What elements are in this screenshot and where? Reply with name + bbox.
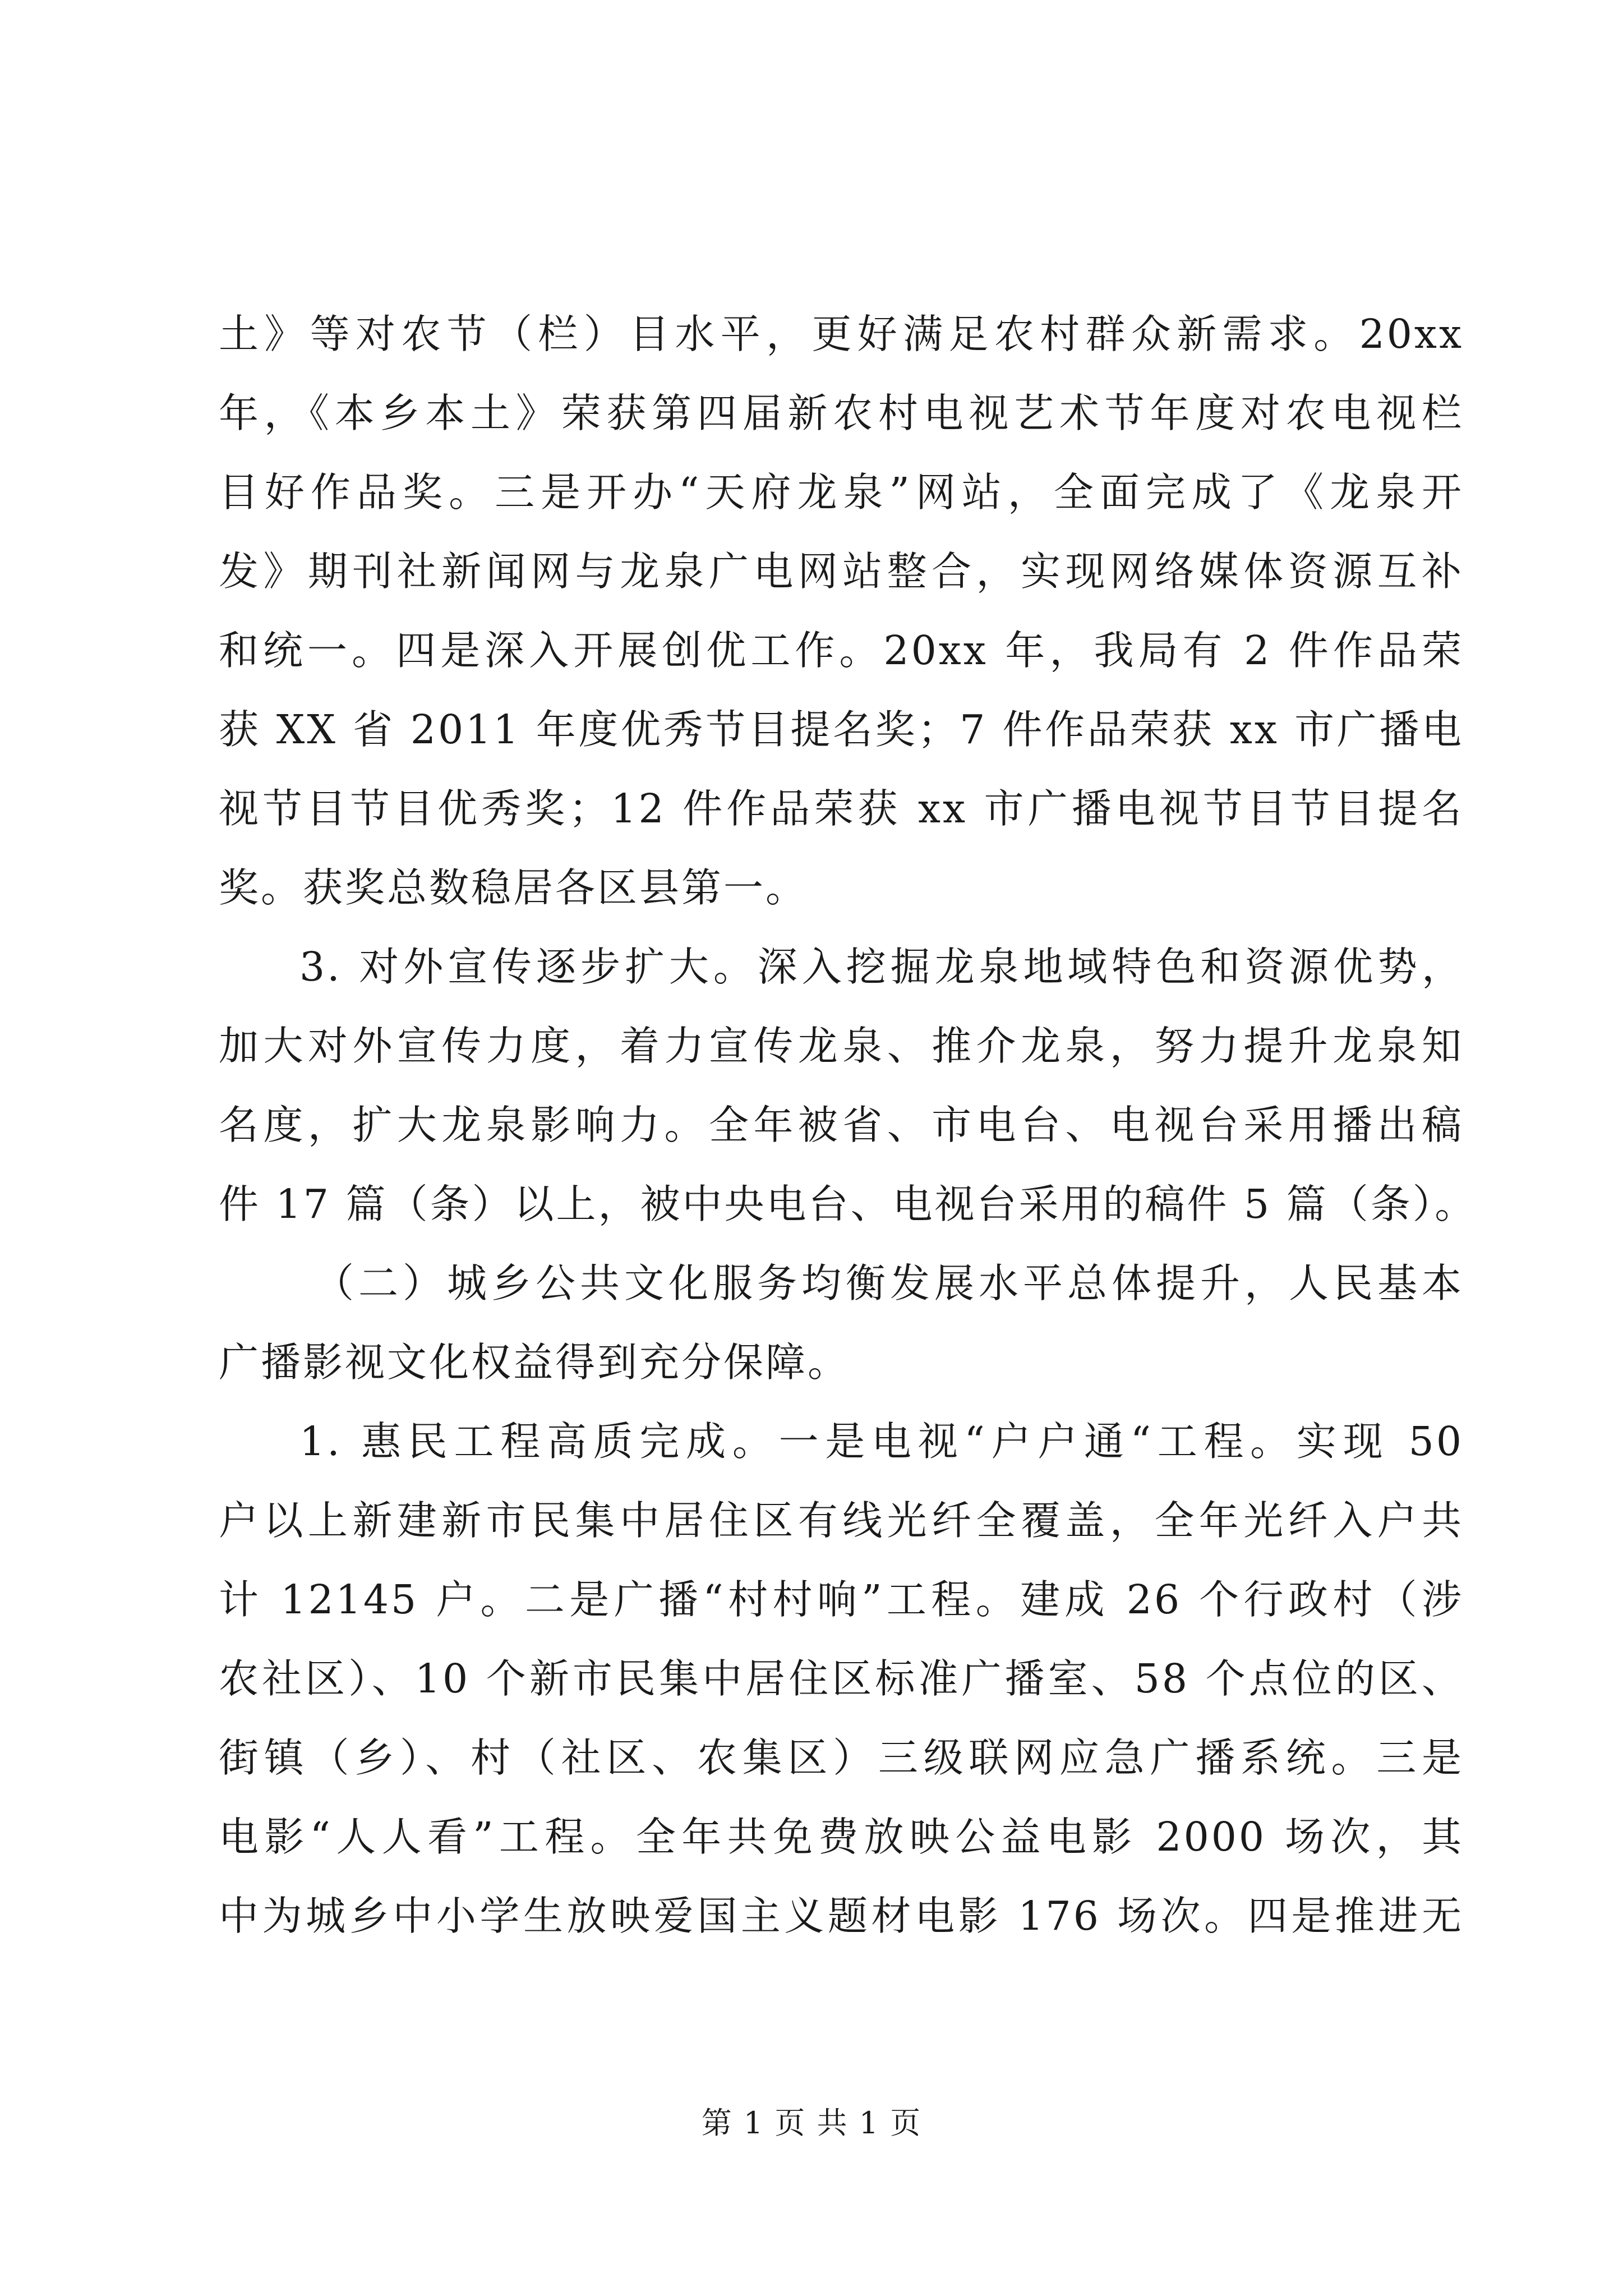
paragraph-first-line: 3. 对外宣传逐步扩大。深入挖掘龙泉地域特色和资源优势，: [299, 944, 1464, 990]
body-line: 电影“人人看”工程。全年共免费放映公益电影 2000 场次，其: [219, 1814, 1464, 1860]
body-line: 土》等对农节（栏）目水平，更好满足农村群众新需求。20xx: [219, 311, 1464, 357]
body-line: 奖。获奖总数稳居各区县第一。: [219, 864, 808, 911]
body-line: 农社区）、10 个新市民集中居住区标准广播室、58 个点位的区、: [219, 1655, 1464, 1702]
body-line: 视节目节目优秀奖；12 件作品荣获 xx 市广播电视节目节目提名: [219, 785, 1464, 832]
body-line: 和统一。四是深入开展创优工作。20xx 年，我局有 2 件作品荣: [219, 627, 1464, 674]
body-line: 年，《本乡本土》荣获第四届新农村电视艺术节年度对农电视栏: [219, 390, 1464, 436]
section-heading-line: （二）城乡公共文化服务均衡发展水平总体提升，人民基本: [314, 1260, 1464, 1306]
page-number-footer: 第 1 页 共 1 页: [701, 2105, 922, 2141]
body-line: 户以上新建新市民集中居住区有线光纤全覆盖，全年光纤入户共: [219, 1497, 1464, 1544]
paragraph-first-line: 1. 惠民工程高质完成。一是电视“户户通“工程。实现 50: [299, 1418, 1464, 1465]
body-line: 发》期刊社新闻网与龙泉广电网站整合，实现网络媒体资源互补: [219, 548, 1464, 595]
body-line: 中为城乡中小学生放映爱国主义题材电影 176 场次。四是推进无: [219, 1893, 1464, 1939]
body-line: 目好作品奖。三是开办“天府龙泉”网站，全面完成了《龙泉开: [219, 469, 1464, 516]
body-line: 名度，扩大龙泉影响力。全年被省、市电台、电视台采用播出稿: [219, 1102, 1464, 1148]
body-line: 街镇（乡）、村（社区、农集区）三级联网应急广播系统。三是: [219, 1734, 1464, 1781]
body-line: 计 12145 户。二是广播“村村响”工程。建成 26 个行政村（涉: [219, 1576, 1464, 1623]
section-heading-line: 广播影视文化权益得到充分保障。: [219, 1339, 850, 1386]
body-line: 件 17 篇（条）以上，被中央电台、电视台采用的稿件 5 篇（条）。: [219, 1181, 1477, 1227]
body-line: 加大对外宣传力度，着力宣传龙泉、推介龙泉，努力提升龙泉知: [219, 1023, 1464, 1069]
body-line: 获 XX 省 2011 年度优秀节目提名奖；7 件作品荣获 xx 市广播电: [219, 706, 1464, 753]
